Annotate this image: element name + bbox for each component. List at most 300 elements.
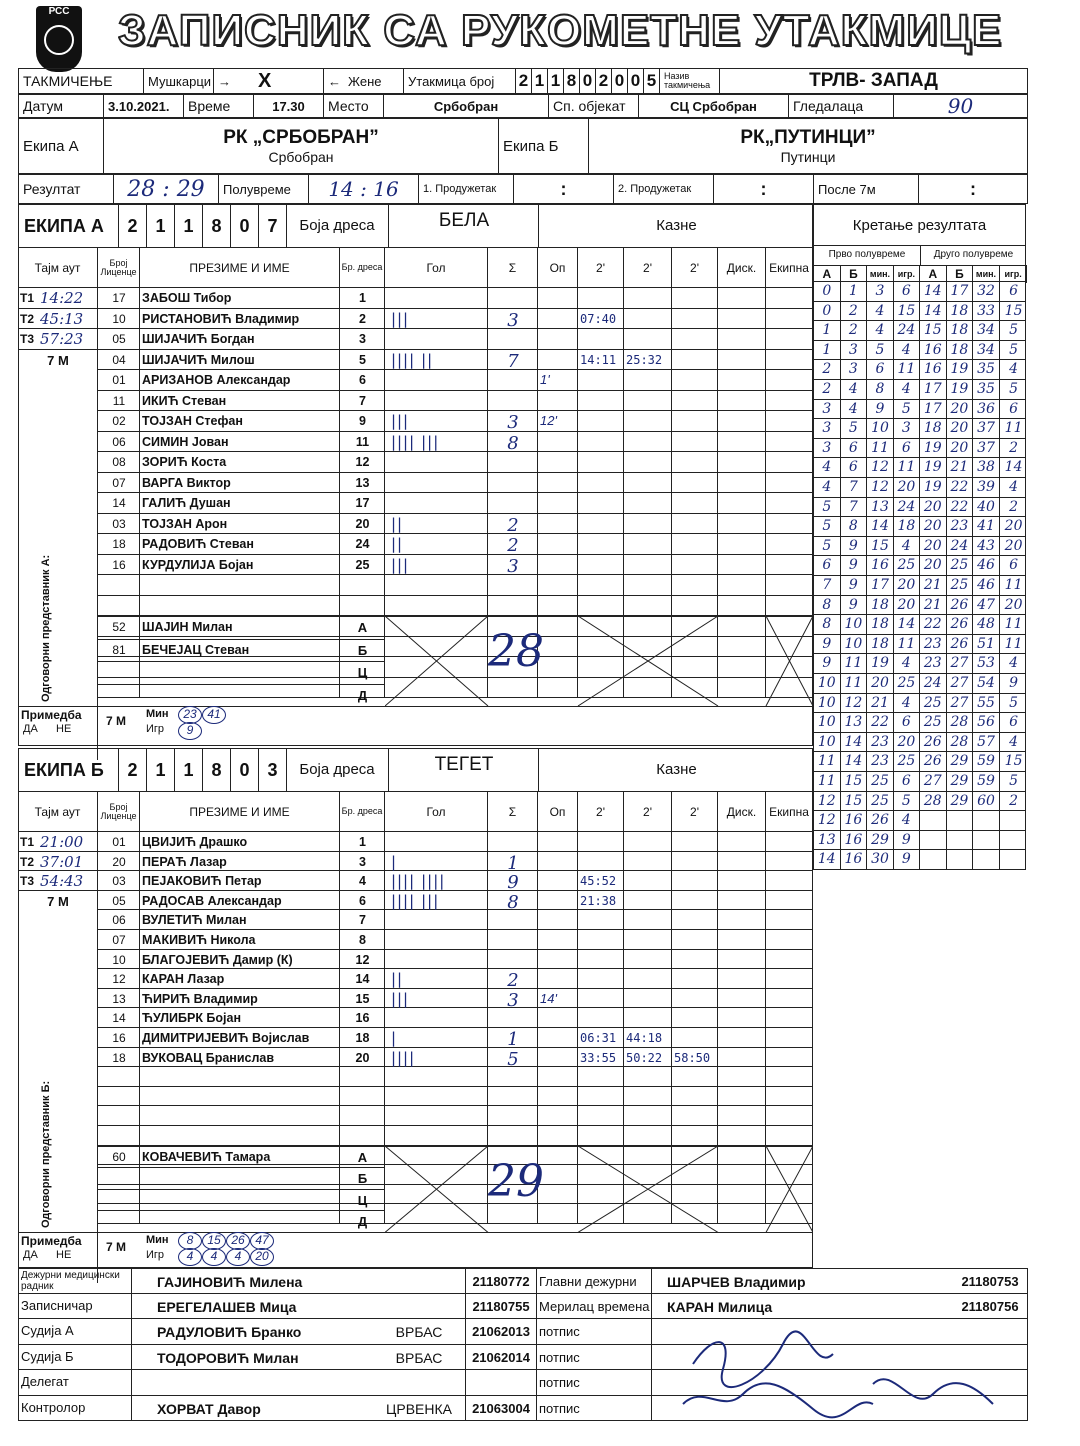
match-number-digit: 2: [596, 69, 612, 93]
spectators-label: Гледалаца: [789, 95, 894, 117]
progress-cell: 15: [920, 321, 947, 340]
col-divider: [717, 432, 718, 453]
col-divider: [651, 1370, 652, 1395]
progress-cell: 35: [973, 380, 1000, 399]
remark-label: Примедба: [21, 708, 82, 722]
progress-cell: 7: [814, 576, 841, 595]
progress-cell: 8: [814, 596, 841, 615]
date-row: [18, 94, 1028, 118]
player-name: ЋИРИЋ Владимир: [142, 991, 258, 1006]
col-divider: [623, 329, 624, 350]
col-divider: [623, 950, 624, 970]
progress-cell: [947, 850, 974, 869]
progress-cell: 4: [894, 537, 920, 556]
time-value: 17.30: [254, 95, 324, 117]
col-divider: [623, 891, 624, 911]
match-number-digit: 1: [532, 69, 548, 93]
col-divider: [577, 832, 578, 852]
progress-colhead: игр.: [1000, 266, 1028, 283]
goal-tally: |||| |||: [389, 891, 438, 910]
col-divider: [717, 534, 718, 555]
footer-label: Контролор: [21, 1399, 86, 1415]
progress-row: [813, 831, 1026, 851]
col-divider: [765, 493, 766, 514]
col-header-p3: 2': [672, 248, 718, 288]
progress-row: [813, 419, 1026, 439]
col-divider: [717, 350, 718, 371]
col-divider: [717, 969, 718, 989]
progress-cell: 2: [814, 380, 841, 399]
team-b-city: Путинци: [780, 149, 836, 165]
col-divider: [671, 852, 672, 872]
col-divider: [765, 989, 766, 1009]
team-code-digit: 1: [174, 204, 202, 248]
venue-value: СЦ Србобран: [639, 95, 789, 117]
col-header-lic: Број Лиценце: [98, 248, 140, 288]
footer-label2: Мерилац времена: [539, 1298, 650, 1314]
progress-cell: 9: [841, 537, 868, 556]
team-b-name: РК„ПУТИНЦИ”: [740, 127, 876, 148]
progress-cell: 27: [920, 772, 947, 791]
progress-cell: 22: [947, 498, 974, 517]
progress-cell: 26: [867, 811, 894, 830]
footer-label2: потпис: [539, 1375, 580, 1390]
footer-license: 21180755: [472, 1298, 530, 1314]
col-divider: [465, 1294, 466, 1319]
player-number: 6: [359, 373, 366, 387]
col-divider: [139, 575, 140, 596]
progress-cell: 10: [841, 615, 868, 634]
col-divider: [623, 1028, 624, 1048]
women-label: Жене: [344, 69, 404, 93]
progress-cell: 2: [841, 321, 868, 340]
progress-cell: 11: [894, 458, 920, 477]
col-divider: [671, 950, 672, 970]
col-divider: [765, 1087, 766, 1107]
col-divider: [339, 596, 340, 617]
player-license: 17: [112, 291, 126, 305]
team-code-digit: 8: [202, 748, 230, 792]
player-license: 06: [112, 434, 126, 449]
player-number: 13: [355, 475, 370, 490]
progress-cell: 38: [973, 458, 1000, 477]
min-label: Мин: [146, 1234, 169, 1246]
progress-cell: 20: [894, 576, 920, 595]
progress-cell: 20: [1004, 518, 1023, 535]
col-header-no: Бр. дреса: [340, 248, 385, 288]
page-title: ЗАПИСНИК СА РУКОМЕТНЕ УТАКМИЦЕ: [118, 6, 1003, 55]
progress-cell: 11: [814, 772, 841, 791]
footer-label2: потпис: [539, 1324, 580, 1339]
col-header-goal: Гол: [385, 248, 488, 288]
col-divider: [765, 910, 766, 930]
player-license: 10: [112, 952, 126, 967]
footer-name: РАДУЛОВИЋ Бранко: [157, 1324, 302, 1340]
progress-row: [813, 811, 1026, 831]
col-divider: [623, 534, 624, 555]
progress-cell: 4: [1009, 733, 1019, 750]
progress-row: [813, 772, 1026, 792]
penalty-time: 45:52: [580, 874, 617, 889]
progress-cell: 24: [947, 537, 974, 556]
goal-sum: 2: [507, 514, 519, 536]
progress-cell: 8: [841, 517, 868, 536]
col-divider: [487, 391, 488, 412]
col-divider: [671, 910, 672, 930]
col-divider: [623, 930, 624, 950]
progress-cell: 5: [814, 517, 841, 536]
col-divider: [717, 930, 718, 950]
col-divider: [717, 871, 718, 891]
col-header-sum: Σ: [488, 248, 538, 288]
progress-cell: 16: [841, 831, 868, 850]
goal-tally: |||| ||||: [389, 872, 444, 891]
progress-cell: 29: [947, 792, 974, 811]
progress-cell: 9: [814, 654, 841, 673]
progress-cell: 27: [947, 674, 974, 693]
player-number: 14: [355, 972, 370, 987]
progress-cell: 25: [920, 694, 947, 713]
col-divider: [131, 1319, 132, 1344]
progress-cell: 11: [1004, 635, 1023, 652]
col-divider: [623, 871, 624, 891]
col-divider: [537, 1126, 538, 1146]
team-a-label: Екипа А: [19, 119, 104, 173]
progress-cell: 17: [920, 400, 947, 419]
progress-cell: 6: [841, 458, 868, 477]
goal-sum: 3: [507, 412, 519, 433]
col-divider: [671, 514, 672, 535]
after7m-value: :: [970, 178, 976, 199]
progress-cell: 6: [894, 439, 920, 458]
progress-cell: 0: [814, 282, 841, 301]
penalty-time: 21:38: [580, 893, 617, 908]
col-header-goal: Гол: [385, 792, 488, 832]
goal-sum: 2: [507, 535, 519, 556]
progress-row: [813, 478, 1026, 498]
progress-cell: 4: [867, 302, 894, 321]
progress-cell: 16: [841, 811, 868, 830]
official-role: Б: [357, 1171, 368, 1187]
representative-label: Одговорни представник А:: [40, 554, 52, 702]
col-divider: [536, 1319, 537, 1344]
player-license: 05: [112, 332, 126, 346]
halftime-value: 14 : 16: [309, 175, 419, 203]
progress-cell: 4: [814, 458, 841, 477]
progress-cell: 5: [1009, 694, 1019, 711]
player-name: ДИМИТРИЈЕВИЋ Војислав: [142, 1031, 310, 1045]
col-divider: [623, 910, 624, 930]
col-divider: [717, 514, 718, 535]
progress-cell: 21: [867, 694, 894, 713]
timeout-time: 45:13: [40, 309, 84, 328]
progress-cell: 25: [947, 576, 974, 595]
progress-cell: 4: [894, 380, 920, 399]
col-divider: [577, 411, 578, 432]
col-header-p1: 2': [578, 792, 624, 832]
comp-name-label: Назив такмичења: [660, 69, 720, 93]
col-divider: [537, 1106, 538, 1126]
col-divider: [671, 871, 672, 891]
col-divider: [577, 1048, 578, 1068]
player-license: 12: [112, 972, 126, 987]
progress-cell: 22: [867, 713, 894, 732]
progress-cell: 25: [947, 556, 974, 575]
progress-cell: 51: [973, 635, 1000, 654]
col-divider: [139, 1067, 140, 1087]
col-divider: [339, 1067, 340, 1087]
official-license: 81: [112, 642, 126, 657]
match-number-digit: 1: [548, 69, 564, 93]
progress-cell: 20: [947, 400, 974, 419]
player-license: 16: [112, 557, 126, 572]
progress-cell: 20: [920, 517, 947, 536]
footer-name: ХОРВАТ Давор: [157, 1400, 261, 1417]
progress-cell: 12: [814, 792, 841, 811]
progress-cell: 59: [973, 772, 1000, 791]
official-role: А: [357, 620, 368, 635]
footer-city: ВРБАС: [395, 1349, 443, 1366]
col-divider: [623, 596, 624, 617]
arrow-left-icon: ←: [328, 73, 341, 89]
goal-sum: 5: [507, 1048, 519, 1070]
remark-label: Примедба: [21, 1234, 82, 1248]
crossed-cells: [385, 1146, 813, 1232]
penalty-time: 06:31: [580, 1031, 617, 1045]
player-name: БЛАГОЈЕВИЋ Дамир (К): [142, 952, 293, 967]
seven-m-label: 7 М: [47, 893, 69, 909]
col-divider: [765, 969, 766, 989]
jersey-color-value: ТЕГЕТ: [388, 748, 539, 792]
goal-tally: |||: [389, 989, 408, 1008]
date-value: 3.10.2021.: [104, 95, 184, 117]
col-divider: [623, 575, 624, 596]
progress-cell: 1: [814, 321, 841, 340]
col-divider: [623, 1087, 624, 1107]
col-divider: [765, 930, 766, 950]
col-divider: [577, 370, 578, 391]
col-divider: [623, 969, 624, 989]
goal-tally: |||: [389, 412, 408, 430]
col-divider: [717, 473, 718, 494]
progress-row: [813, 752, 1026, 772]
col-divider: [717, 452, 718, 473]
official-role: Д: [357, 687, 368, 703]
col-divider: [671, 473, 672, 494]
col-divider: [577, 950, 578, 970]
result-value: 28 : 29: [114, 175, 219, 203]
remark-yes: ДА: [23, 1249, 38, 1261]
col-header-p2: 2': [624, 792, 672, 832]
progress-cell: 4: [814, 478, 841, 497]
minute-circle: 26: [226, 1232, 250, 1250]
col-divider: [487, 1067, 488, 1087]
progress-cell: 14: [841, 752, 868, 771]
penalty-time: 14:11: [580, 352, 617, 367]
progress-row: [813, 321, 1026, 341]
col-divider: [537, 473, 538, 494]
progress-cell: 14: [867, 517, 894, 536]
col-divider: [577, 989, 578, 1009]
col-divider: [671, 329, 672, 350]
progress-cell: 14: [920, 302, 947, 321]
col-divider: [487, 473, 488, 494]
col-divider: [339, 1087, 340, 1107]
timeout-label: Т3: [20, 332, 35, 346]
col-divider: [623, 493, 624, 514]
penalty-time: 44:18: [626, 1031, 663, 1045]
progress-cell: 1: [814, 341, 841, 360]
col-divider: [623, 370, 624, 391]
col-divider: [577, 1087, 578, 1107]
player-name: ШИЈАЧИЋ Богдан: [142, 332, 255, 346]
progress-row: [813, 498, 1026, 518]
progress-cell: 16: [841, 850, 868, 869]
progress-cell: 10: [814, 713, 841, 732]
seven-m-label: 7 М: [47, 352, 69, 368]
col-divider: [765, 1048, 766, 1068]
col-divider: [717, 1048, 718, 1068]
col-divider: [671, 432, 672, 453]
player-license: 10: [112, 311, 126, 326]
col-header-p1: 2': [578, 248, 624, 288]
progress-cell: [920, 831, 947, 850]
col-divider: [384, 1106, 385, 1126]
col-divider: [623, 288, 624, 309]
col-divider: [717, 493, 718, 514]
col-divider: [717, 329, 718, 350]
col-divider: [339, 1106, 340, 1126]
col-divider: [765, 871, 766, 891]
player-name: АРИЗАНОВ Александар: [142, 373, 291, 387]
team-code-digit: 2: [118, 204, 146, 248]
minute-circle: 23: [178, 706, 202, 724]
progress-cell: 3: [814, 400, 841, 419]
progress-cell: 8: [867, 380, 894, 399]
progress-cell: 13: [841, 713, 868, 732]
col-divider: [487, 950, 488, 970]
progress-cell: 5: [1009, 322, 1019, 339]
col-divider: [717, 575, 718, 596]
progress-cell: 13: [867, 498, 894, 517]
official-license: 52: [112, 620, 126, 634]
col-divider: [537, 1067, 538, 1087]
col-divider: [623, 473, 624, 494]
progress-cell: 28: [947, 713, 974, 732]
footer-name: ТОДОРОВИЋ Милан: [157, 1349, 299, 1366]
col-header-warn: Оп: [538, 792, 578, 832]
progress-cell: 3: [841, 360, 868, 379]
progress-cell: 19: [867, 654, 894, 673]
progress-colhead: А: [920, 266, 947, 283]
player-circle: 4: [226, 1248, 250, 1266]
place-value: Србобран: [384, 95, 549, 117]
goal-tally: |||| |||: [389, 432, 438, 451]
progress-cell: [973, 850, 1000, 869]
footer-label: Записничар: [21, 1297, 93, 1313]
goal-sum: 7: [507, 350, 519, 372]
player-name: ЦВИЈИЋ Драшко: [142, 835, 248, 849]
progress-colhead: игр.: [894, 266, 920, 283]
timeout-time: 21:00: [40, 833, 84, 851]
progress-row: [813, 654, 1026, 674]
progress-colhead: Б: [841, 266, 868, 283]
progress-cell: 5: [894, 400, 920, 419]
progress-row: [813, 458, 1026, 478]
progress-row: [813, 792, 1026, 812]
footer-license: 21062013: [472, 1324, 530, 1339]
goal-sum: 9: [507, 872, 519, 894]
player-number: 16: [355, 1011, 370, 1026]
player-name: ЗАБОШ Тибор: [142, 291, 232, 305]
progress-row: [813, 615, 1026, 635]
result-label: Резултат: [19, 175, 114, 203]
player-number: 7: [359, 393, 366, 408]
col-divider: [623, 852, 624, 872]
progress-row: [813, 850, 1026, 870]
col-divider: [717, 1008, 718, 1028]
progress-cell: 4: [1009, 479, 1019, 495]
progress-cell: 10: [814, 674, 841, 693]
progress-cell: 6: [1009, 557, 1019, 574]
col-divider: [671, 1126, 672, 1146]
col-divider: [765, 329, 766, 350]
player-number: 17: [355, 496, 370, 510]
col-divider: [131, 1345, 132, 1370]
progress-cell: 33: [973, 302, 1000, 321]
progress-cell: 53: [973, 654, 1000, 673]
progress-row: [813, 537, 1026, 557]
penalty-time: 50:22: [626, 1050, 663, 1065]
col-divider: [339, 575, 340, 596]
timeout-time: 57:23: [40, 330, 84, 348]
col-divider: [717, 1087, 718, 1107]
match-number-digit: 0: [580, 69, 596, 93]
col-divider: [765, 1008, 766, 1028]
footer-label: Судија Б: [21, 1348, 74, 1364]
table-row: [98, 1126, 813, 1146]
progress-cell: 8: [814, 615, 841, 634]
team-a-city: Србобран: [268, 149, 334, 165]
col-divider: [671, 391, 672, 412]
progress-cell: 10: [841, 635, 868, 654]
remark-7m: 7 М: [106, 1240, 127, 1254]
remark-row: [18, 706, 813, 746]
jersey-color-label: Боја дреса: [286, 748, 387, 792]
col-divider: [139, 1126, 140, 1146]
progress-cell: 37: [973, 419, 1000, 438]
progress-cell: 55: [973, 694, 1000, 713]
progress-cell: 13: [814, 831, 841, 850]
player-number: 6: [359, 893, 366, 908]
col-divider: [717, 950, 718, 970]
timeout-label: Т1: [20, 291, 35, 305]
player-name: СИМИН Јован: [142, 434, 229, 449]
col-divider: [623, 309, 624, 330]
progress-cell: 5: [814, 537, 841, 556]
progress-cell: 18: [947, 341, 974, 360]
col-divider: [577, 891, 578, 911]
col-divider: [465, 1319, 466, 1344]
progress-cell: 0: [814, 302, 841, 321]
player-license: 18: [112, 1050, 126, 1065]
progress-cell: 9: [841, 596, 868, 615]
competition-row: [18, 68, 1028, 94]
col-divider: [465, 1345, 466, 1370]
team-a-box: [104, 119, 499, 173]
player-name: РАДОВИЋ Стеван: [142, 537, 254, 551]
col-divider: [717, 910, 718, 930]
